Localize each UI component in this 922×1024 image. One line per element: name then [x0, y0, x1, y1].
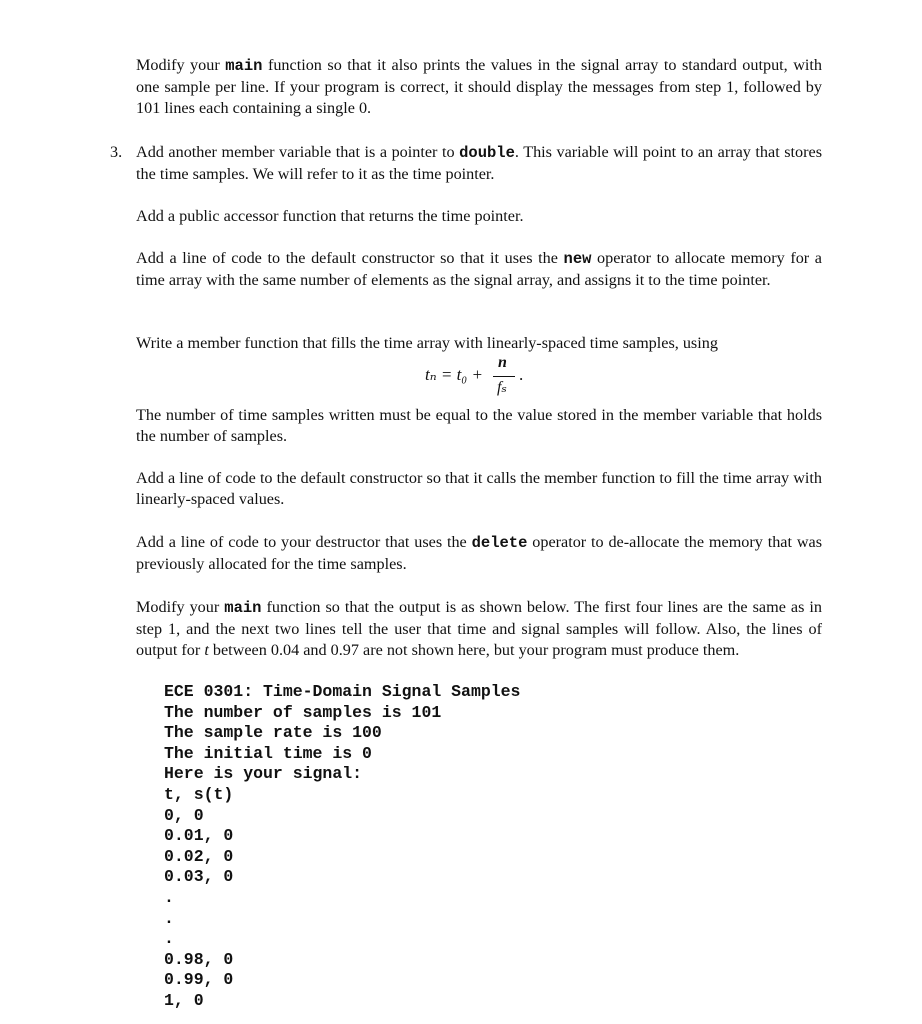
formula-numerator: n: [498, 354, 507, 371]
formula-period: .: [519, 365, 524, 384]
paragraph-accessor: Add a public accessor function that returns the time pointer.: [136, 207, 524, 225]
output-line: The sample rate is 100: [164, 723, 382, 743]
output-line: ECE 0301: Time-Domain Signal Samples: [164, 682, 521, 701]
output-line: 0.01, 0: [164, 826, 234, 846]
paragraph-new-operator: Add a line of code to the default constructor so that it uses the new operator to allocate memory for a time array with the same number of elements as the signal array, and assigns it to the time pointer.: [136, 249, 822, 289]
output-ellipsis: .: [164, 929, 174, 949]
time-sample-formula: [425, 354, 555, 398]
output-line: Here is your signal:: [164, 764, 363, 784]
paragraph-modify-main: Modify your main function so that the output is as shown below. The first four lines are the same as in step 1, and the next two lines tell the user that time and signal samples will follow. Also, the lines of output for t between 0.04 and 0.97 are not shown here, but your program must produce them.: [136, 598, 822, 659]
output-line: The number of samples is 101: [164, 702, 442, 722]
paragraph-call-fill: Add a line of code to the default constructor so that it calls the member function to fill the time array with linearly-spaced values.: [136, 469, 822, 508]
paragraph-time-pointer: Add another member variable that is a pointer to double. This variable will point to an array that stores the time samples. We will refer to it as the time pointer.: [136, 143, 822, 183]
output-line: 1, 0: [164, 990, 204, 1010]
paragraph-sample-count: The number of time samples written must be equal to the value stored in the member variable that holds the number of samples.: [136, 406, 822, 445]
formula-denominator: fₛ: [497, 379, 507, 396]
step-number: 3.: [110, 143, 123, 161]
output-line: 0.03, 0: [164, 867, 234, 887]
variable-t: t: [204, 641, 209, 659]
code-delete: delete: [471, 534, 528, 552]
output-line: 0.02, 0: [164, 846, 234, 866]
paragraph-print-signal: Modify your main function so that it also prints the values in the signal array to standard output, with one sample per line. If your program is correct, it should display the messages from step 1, followed by 101 lines each containing a single 0.: [136, 56, 822, 117]
code-new: new: [563, 250, 592, 268]
output-line: 0, 0: [164, 805, 204, 825]
formula-lhs: tₙ = t₀ +: [425, 365, 483, 384]
program-output: [164, 682, 804, 1012]
paragraph-fill-function: Write a member function that fills the time array with linearly-spaced time samples, using: [136, 334, 718, 352]
code-main: main: [225, 57, 263, 75]
output-ellipsis: .: [164, 887, 174, 907]
output-line: 0.98, 0: [164, 949, 234, 969]
output-line: 0.99, 0: [164, 970, 234, 990]
paragraph-destructor: Add a line of code to your destructor that uses the delete operator to de-allocate the memory that was previously allocated for the time samples.: [136, 533, 823, 573]
output-line: t, s(t): [164, 784, 234, 804]
code-double: double: [459, 144, 515, 162]
output-ellipsis: .: [164, 908, 174, 928]
output-line: The initial time is 0: [164, 743, 372, 763]
code-main-2: main: [224, 599, 262, 617]
